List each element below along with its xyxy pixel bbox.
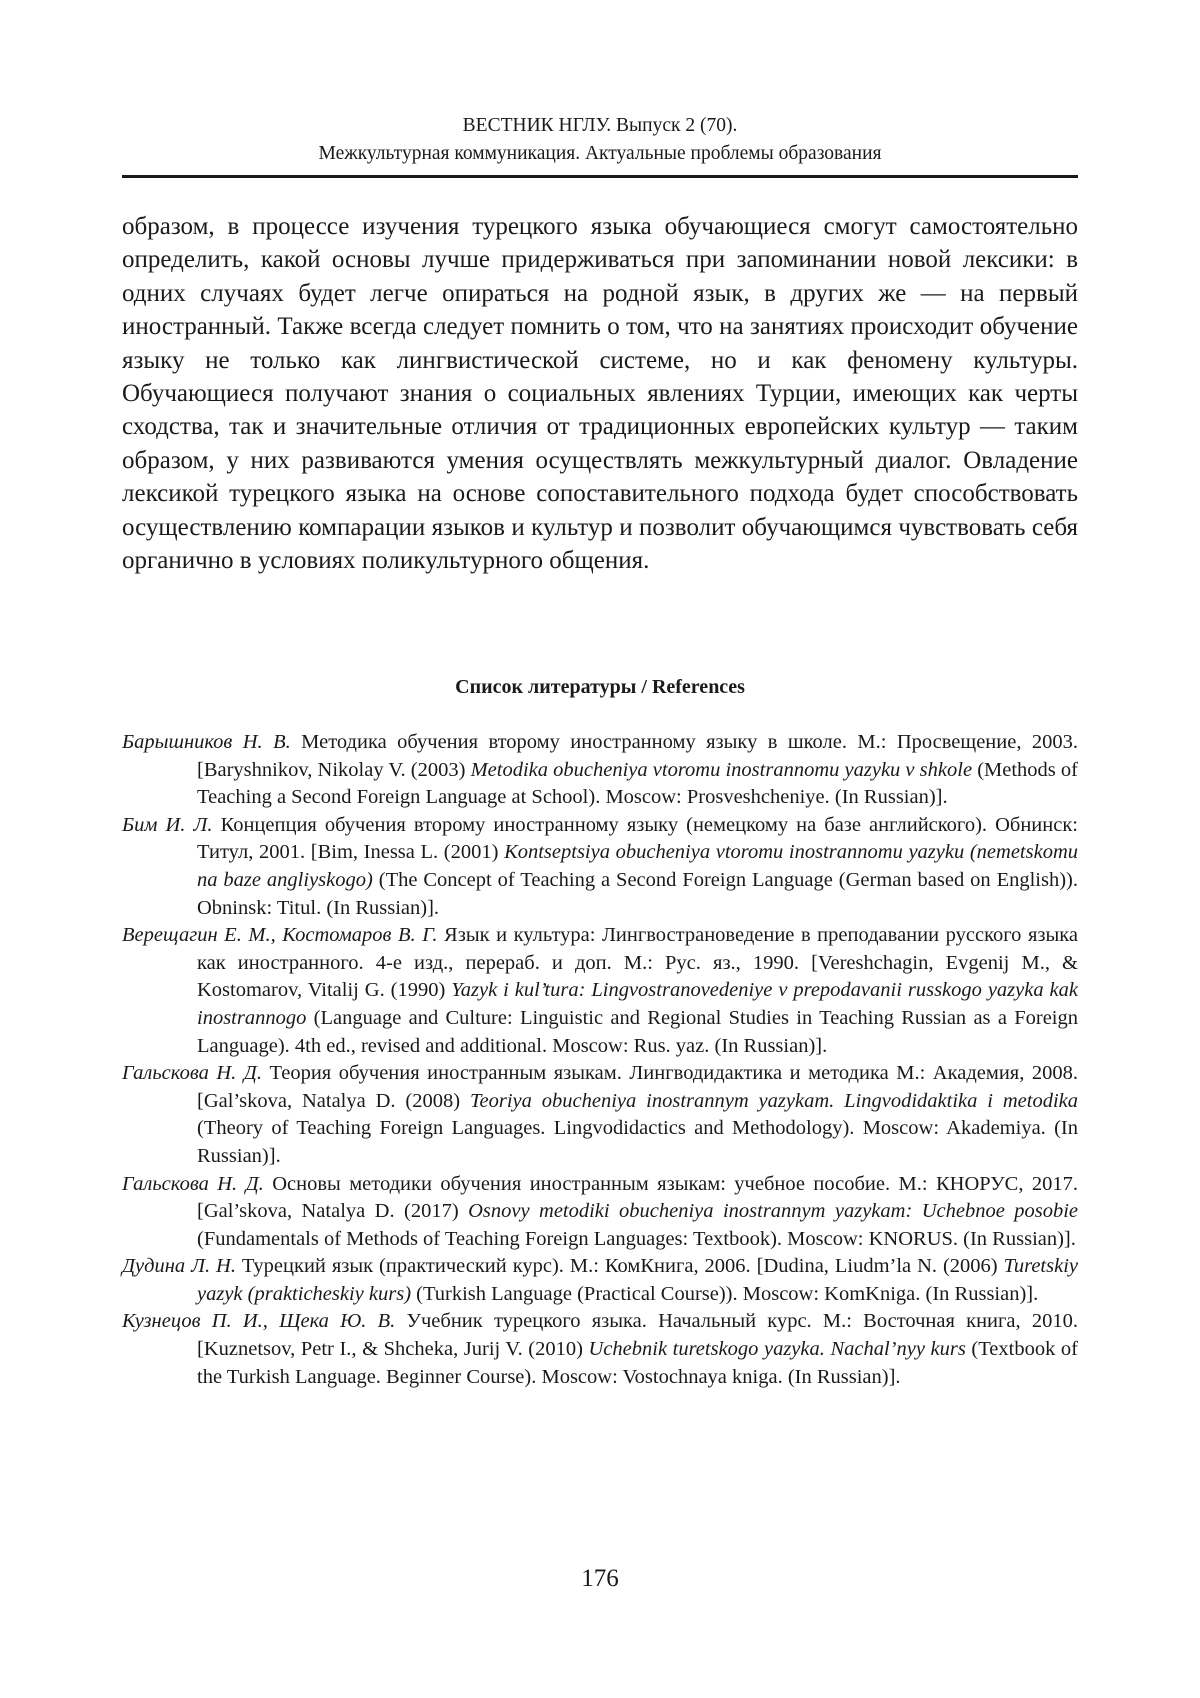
reference-title: Uchebnik turetskogo yazyka. Nachal’nyy kurs	[588, 1338, 966, 1361]
reference-title: Yazyk i kul’tura: Lingvostranovedeniye v prepodavanii russkogo yazyka kak inostrannogo	[197, 979, 1078, 1029]
reference-text: Концепция обучения второму иностранному языку (немецкому на базе английского). Обнинск: Титул, 2001. [Bim, Inessa L. (2001)	[197, 813, 1078, 864]
reference-text: (Fundamentals of Methods of Teaching Foreign Languages: Textbook). Moscow: KNORUS. (In Russian)].	[197, 1227, 1076, 1250]
reference-item	[122, 812, 1078, 922]
header-divider	[122, 175, 1078, 178]
reference-author: Кузнецов П. И., Щека Ю. В.	[122, 1310, 396, 1333]
body-text	[122, 210, 1078, 577]
reference-author: Барышников Н. В.	[122, 731, 291, 753]
reference-text: (Theory of Teaching Foreign Languages. Lingvodidactics and Methodology). Moscow: Akademiya. (In Russian)].	[197, 1117, 1078, 1167]
page-number: 176	[581, 1565, 619, 1592]
references-heading: Список литературы / References	[455, 676, 745, 698]
running-header	[122, 112, 1078, 168]
reference-text: Теория обучения иностранным языкам. Лингводидактика и методика М.: Академия, 2008. [Gal’skova, Natalya D. (2008)	[197, 1062, 1079, 1112]
reference-item	[122, 922, 1078, 1060]
reference-author: Верещагин Е. М., Костомаров В. Г.	[122, 924, 438, 947]
reference-text: (Textbook of the Turkish Language. Beginner Course). Moscow: Vostochnaya kniga. (In Russian)].	[197, 1338, 1078, 1388]
reference-text: (Language and Culture: Linguistic and Regional Studies in Teaching Russian as a Foreign Language). 4th ed., revised and additional. Moscow: Rus. yaz. (In Russian)].	[197, 1006, 1078, 1057]
reference-title: Kontseptsiya obucheniya vtoromu inostrannomu yazyku (nemetskomu na baze angliyskogo)	[197, 841, 1078, 891]
reference-text: Основы методики обучения иностранным языкам: учебное пособие. М.: КНОРУС, 2017. [Gal’skova, Natalya D. (2017)	[197, 1172, 1079, 1223]
reference-item	[122, 729, 1078, 812]
reference-text: (Turkish Language (Practical Course)). Moscow: KomKniga. (In Russian)].	[411, 1282, 1039, 1305]
reference-title: Teoriya obucheniya inostrannym yazykam. Lingvodidaktika i metodika	[469, 1089, 1079, 1112]
reference-text: Методика обучения второму иностранному языку в школе. М.: Просвещение, 2003. [Baryshnikov, Nikolay V. (2003)	[197, 731, 1078, 781]
reference-text: Турецкий язык (практический курс). М.: КомКнига, 2006. [Dudina, Liudm’la N. (2006)	[235, 1255, 1004, 1278]
reference-text: (The Concept of Teaching a Second Foreign Language (German based on English)). Obninsk: Titul. (In Russian)].	[197, 868, 1078, 919]
reference-title: Metodika obucheniya vtoromu inostrannomu yazyku v shkole	[470, 758, 973, 781]
reference-text: (Methods of Teaching a Second Foreign Language at School). Moscow: Prosveshcheniye. (In Russian)].	[197, 758, 1078, 809]
reference-item	[122, 1171, 1078, 1254]
reference-author: Гальскова Н. Д.	[122, 1172, 264, 1195]
references-list	[122, 729, 1078, 1391]
reference-title: Turetskiy yazyk (prakticheskiy kurs)	[197, 1255, 1078, 1305]
reference-author: Бим И. Л.	[122, 813, 213, 836]
reference-text: Язык и культура: Лингвострановедение в преподавании русского языка как иностранного. 4-е изд., перераб. и доп. М.: Рус. яз., 1990. [Vereshchagin, Evgenij M., & Kostomarov, Vitalij G. (1990)	[197, 924, 1078, 1002]
journal-section: Межкультурная коммуникация. Актуальные проблемы образования	[318, 143, 882, 164]
reference-author: Дудина Л. Н.	[122, 1255, 236, 1278]
reference-text: Учебник турецкого языка. Начальный курс. М.: Восточная книга, 2010. [Kuznetsov, Petr I., & Shcheka, Jurij V. (2010)	[197, 1310, 1078, 1361]
reference-item	[122, 1060, 1078, 1170]
body-paragraph: образом, в процессе изучения турецкого языка обучающиеся смогут самостоятельно определить, какой основы лучше придерживаться при запоминании новой лексики: в одних случаях будет легче опираться на родной язык, в других же — на первый иностранный. Также всегда следует помнить о том, что на занятиях происходит обучение языку не только как лингвистической системе, но и как феномену культуры. Обучающиеся получают знания о социальных явлениях Турции, имеющих как черты сходства, так и значительные отличия от традиционных европейских культур — таким образом, у них развиваются умения осуществлять межкультурный диалог. Овладение лексикой турецкого языка на основе сопоставительного подхода будет способствовать осуществлению компарации языков и культур и позволит обучающимся чувствовать себя органично в условиях поликультурного общения.	[122, 213, 1078, 575]
reference-item	[122, 1253, 1078, 1308]
reference-title: Osnovy metodiki obucheniya inostrannym yazykam: Uchebnoe posobie	[468, 1200, 1078, 1223]
reference-author: Гальскова Н. Д.	[122, 1062, 262, 1085]
reference-item	[122, 1308, 1078, 1391]
journal-title: ВЕСТНИК НГЛУ. Выпуск 2 (70).	[462, 115, 738, 136]
